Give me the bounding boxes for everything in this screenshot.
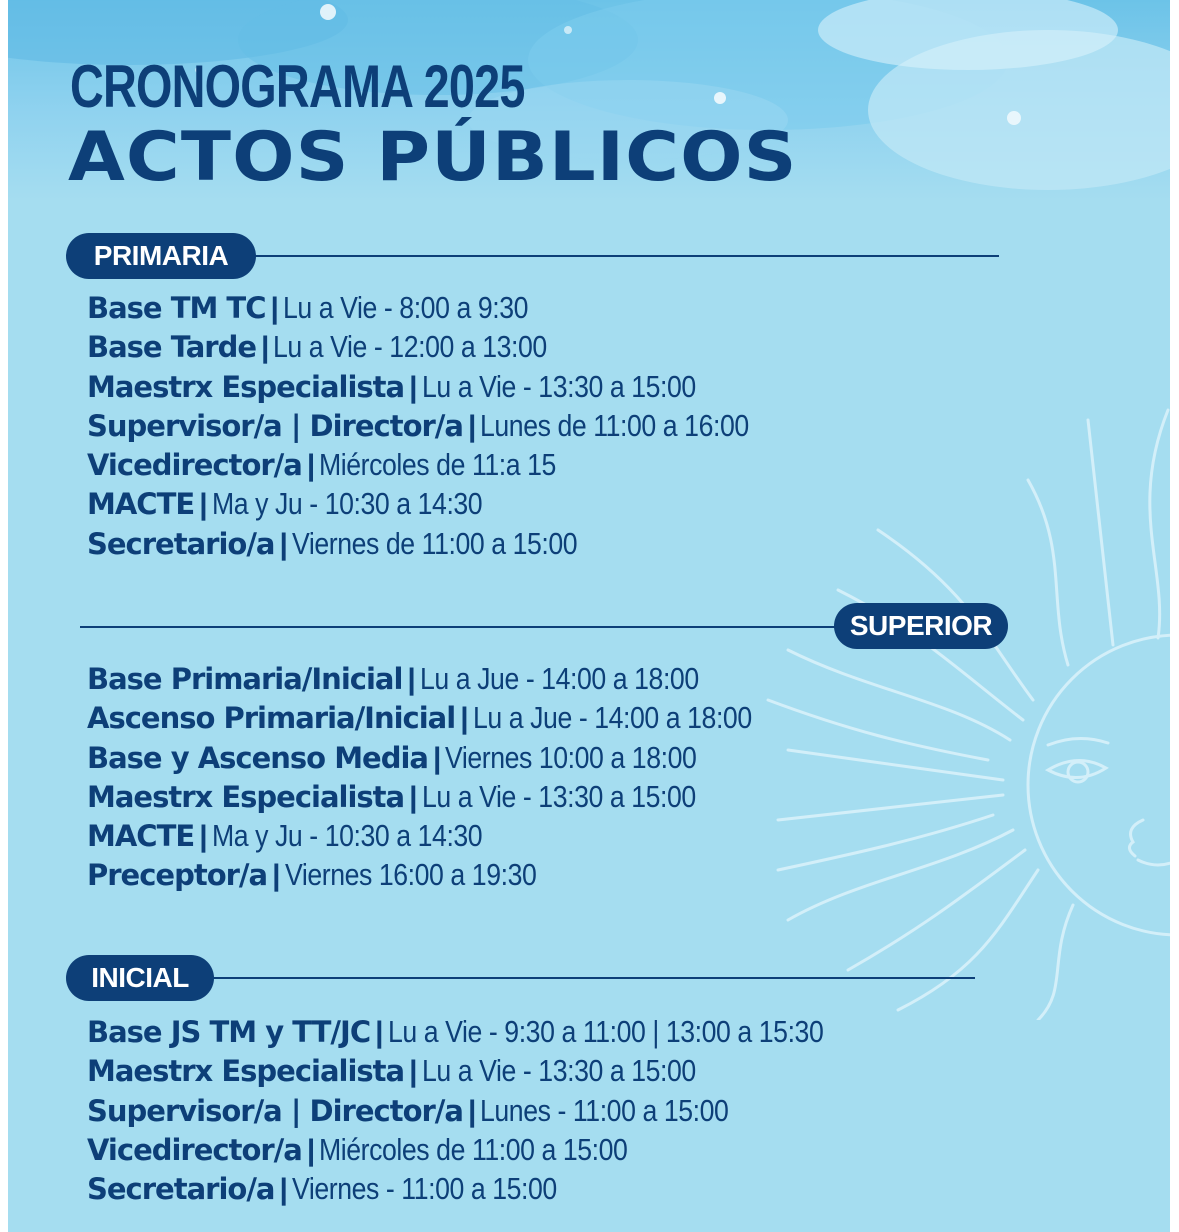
separator: |: [460, 702, 469, 736]
section-label-primaria: PRIMARIA: [66, 233, 256, 279]
role-name: MACTE: [87, 819, 195, 854]
list-item: [87, 1169, 894, 1208]
role-name: Vicedirector/a: [87, 448, 302, 483]
role-name: Base JS TM y TT/JC: [87, 1015, 371, 1049]
section-label-superior: SUPERIOR: [834, 603, 1008, 649]
separator: |: [199, 488, 208, 522]
schedule-list-inicial: [87, 1012, 894, 1208]
role-name: Base TM TC: [87, 291, 266, 325]
list-item: [87, 288, 793, 327]
separator: |: [407, 663, 416, 696]
schedule-time: Lu a Vie - 13:30 a 15:00: [421, 368, 696, 404]
schedule-time: Viernes - 11:00 a 15:00: [291, 1171, 557, 1207]
separator: |: [306, 449, 316, 483]
schedule-time: Lu a Vie - 12:00 a 13:00: [273, 329, 548, 365]
role-name: Maestrx Especialista: [87, 1054, 405, 1089]
list-item: [87, 1091, 894, 1130]
list-item: [87, 1051, 894, 1090]
poster: [8, 0, 1170, 1232]
schedule-time: Lu a Vie - 9:30 a 11:00 | 13:00 a 15:30: [387, 1014, 823, 1049]
list-item: [87, 777, 797, 816]
separator: |: [467, 409, 477, 443]
section-label-inicial: INICIAL: [66, 955, 214, 1001]
separator: |: [279, 527, 288, 561]
separator: |: [306, 1133, 316, 1167]
title-main: ACTOS PÚBLICOS: [68, 118, 798, 197]
schedule-time: Viernes 16:00 a 19:30: [284, 857, 536, 893]
separator: |: [270, 292, 279, 325]
role-name: Base Primaria/Inicial: [87, 662, 403, 696]
role-name: Secretario/a: [87, 526, 275, 561]
list-item: [87, 367, 793, 406]
list-item: [87, 1012, 894, 1051]
schedule-time: Miércoles de 11:00 a 15:00: [319, 1131, 628, 1167]
schedule-list-primaria: [87, 288, 793, 563]
list-item: [87, 445, 793, 484]
role-name: Supervisor/a | Director/a: [87, 1093, 463, 1128]
list-item: [87, 659, 797, 698]
schedule-time: Ma y Ju - 10:30 a 14:30: [211, 486, 482, 522]
schedule-time: Ma y Ju - 10:30 a 14:30: [211, 818, 482, 854]
separator: |: [409, 780, 418, 814]
section-divider-primaria: [254, 255, 999, 257]
list-item: [87, 406, 793, 445]
role-name: Maestrx Especialista: [87, 779, 405, 814]
separator: |: [375, 1016, 384, 1049]
separator: |: [279, 1173, 288, 1207]
schedule-time: Lu a Jue - 14:00 a 18:00: [419, 661, 699, 696]
separator: |: [409, 1055, 418, 1089]
schedule-time: Lu a Vie - 13:30 a 15:00: [421, 1053, 696, 1089]
separator: |: [467, 1094, 477, 1128]
title-year: CRONOGRAMA 2025: [70, 53, 525, 120]
separator: |: [261, 331, 270, 365]
separator: |: [409, 370, 418, 404]
schedule-time: Miércoles de 11:a 15: [319, 447, 557, 483]
role-name: MACTE: [87, 487, 195, 522]
list-item: [87, 524, 793, 563]
separator: |: [433, 741, 442, 775]
role-name: Base Tarde: [87, 330, 257, 365]
role-name: Preceptor/a: [87, 858, 268, 893]
sun-icon: [748, 400, 1170, 1020]
schedule-time: Lunes - 11:00 a 15:00: [480, 1092, 729, 1128]
schedule-time: Lu a Jue - 14:00 a 18:00: [472, 700, 752, 736]
list-item: [87, 738, 797, 777]
schedule-time: Lu a Vie - 13:30 a 15:00: [421, 778, 696, 814]
schedule-time: Viernes 10:00 a 18:00: [445, 739, 697, 775]
list-item: [87, 855, 797, 894]
schedule-time: Viernes de 11:00 a 15:00: [291, 525, 578, 561]
role-name: Maestrx Especialista: [87, 369, 405, 404]
role-name: Base y Ascenso Media: [87, 740, 428, 775]
section-divider-inicial: [212, 977, 975, 979]
separator: |: [199, 820, 208, 854]
schedule-time: Lu a Vie - 8:00 a 9:30: [282, 290, 528, 325]
schedule-list-superior: [87, 659, 797, 895]
list-item: [87, 484, 793, 523]
section-divider-superior: [80, 626, 840, 628]
list-item: [87, 816, 797, 855]
list-item: [87, 1130, 894, 1169]
role-name: Secretario/a: [87, 1172, 275, 1207]
list-item: [87, 327, 793, 366]
role-name: Ascenso Primaria/Inicial: [87, 701, 456, 736]
separator: |: [272, 859, 281, 893]
schedule-time: Lunes de 11:00 a 16:00: [480, 407, 750, 443]
role-name: Vicedirector/a: [87, 1132, 302, 1167]
role-name: Supervisor/a | Director/a: [87, 408, 463, 443]
list-item: [87, 698, 797, 737]
